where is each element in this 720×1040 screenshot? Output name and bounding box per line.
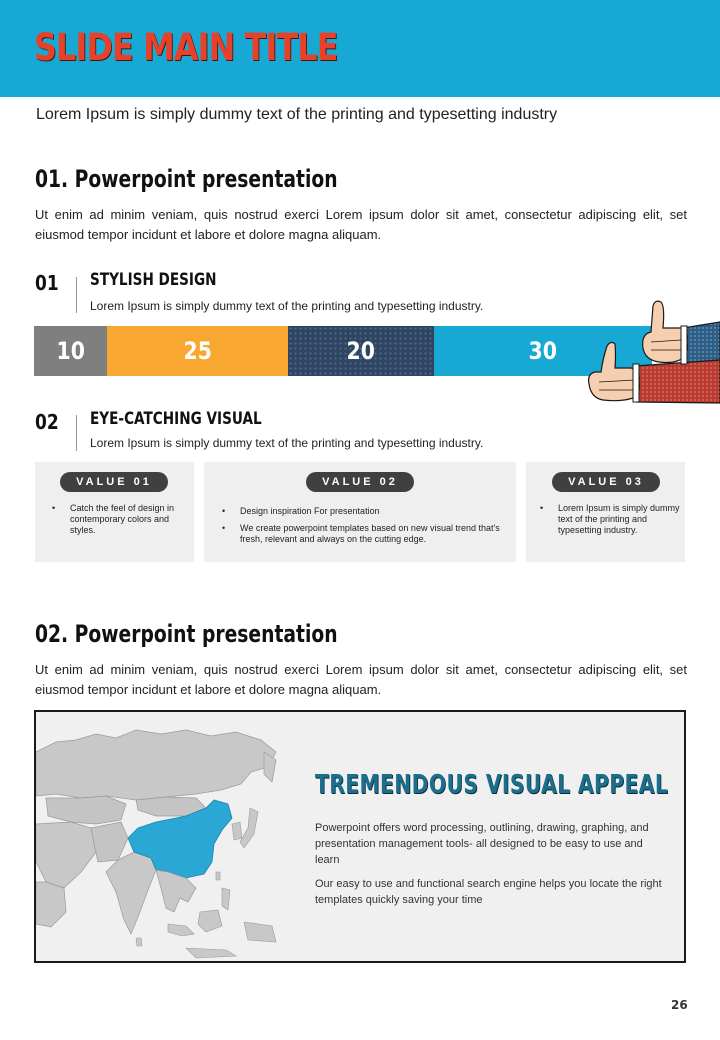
list-item: • Catch the feel of design in contemporary colors and styles.: [52, 503, 192, 536]
value-3-badge: VALUE 03: [552, 472, 660, 492]
section-1-title: 01. Powerpoint presentation: [35, 165, 338, 193]
value-2-list: [222, 506, 508, 551]
value-2-badge: VALUE 02: [306, 472, 414, 492]
bar-segment-3: [288, 326, 434, 376]
bar-segment-2-label: 25: [183, 337, 212, 365]
slide-main-title: SLIDE MAIN TITLE: [34, 26, 338, 69]
map-panel-title: TREMENDOUS VISUAL APPEAL: [315, 770, 669, 800]
page-number: 26: [671, 998, 688, 1012]
bar-segment-4-label: 30: [528, 337, 558, 365]
bar-segment-1-label: 10: [56, 337, 85, 365]
item-1-number: 01: [35, 271, 59, 295]
list-item: • Design inspiration For presentation: [222, 506, 508, 517]
value-3-list: [540, 503, 680, 542]
asia-map: [36, 712, 286, 963]
bar-segment-3-label: 20: [346, 337, 376, 365]
slide-subtitle: Lorem Ipsum is simply dummy text of the printing and typesetting industry: [36, 106, 558, 123]
value-card-2: [204, 462, 516, 562]
item-1-description: Lorem Ipsum is simply dummy text of the printing and typesetting industry.: [90, 299, 484, 313]
section-1-body: Ut enim ad minim veniam, quis nostrud exerci Lorem ipsum dolor sit amet, consectetur adipiscing elit, set eiusmod tempor incidunt et labore et dolore magna aliquam.: [35, 207, 687, 242]
item-2-title: EYE-CATCHING VISUAL: [90, 409, 262, 429]
section-2-body: Ut enim ad minim veniam, quis nostrud exerci Lorem ipsum dolor sit amet, consectetur adipiscing elit, set eiusmod tempor incidunt et labore et dolore magna aliquam.: [35, 662, 687, 697]
map-panel-paragraph-1: Powerpoint offers word processing, outlining, drawing, graphing, and presentation management tools- all designed to be easy to use and learn: [315, 822, 649, 866]
map-panel-paragraph-2: Our easy to use and functional search engine helps you locate the right templates quickly saving your time: [315, 878, 662, 906]
item-2-description: Lorem Ipsum is simply dummy text of the printing and typesetting industry.: [90, 436, 484, 450]
item-2-divider: [76, 415, 77, 451]
list-item: • Lorem Ipsum is simply dummy text of the printing and typesetting industry.: [540, 503, 680, 536]
value-card-1: [35, 462, 194, 562]
item-1-divider: [76, 277, 77, 313]
bar-segment-2: [107, 326, 288, 376]
value-1-list: [52, 503, 192, 542]
map-panel: [34, 710, 686, 963]
section-2-title: 02. Powerpoint presentation: [35, 620, 338, 648]
bar-segment-1: [34, 326, 107, 376]
thumbs-up-illustration: [585, 298, 720, 413]
value-card-3: [526, 462, 685, 562]
value-1-badge: VALUE 01: [60, 472, 168, 492]
item-1-title: STYLISH DESIGN: [90, 270, 217, 290]
list-item: • We create powerpoint templates based on new visual trend that's fresh, relevant and always on the cutting edge.: [222, 523, 508, 545]
item-2-number: 02: [35, 410, 59, 434]
